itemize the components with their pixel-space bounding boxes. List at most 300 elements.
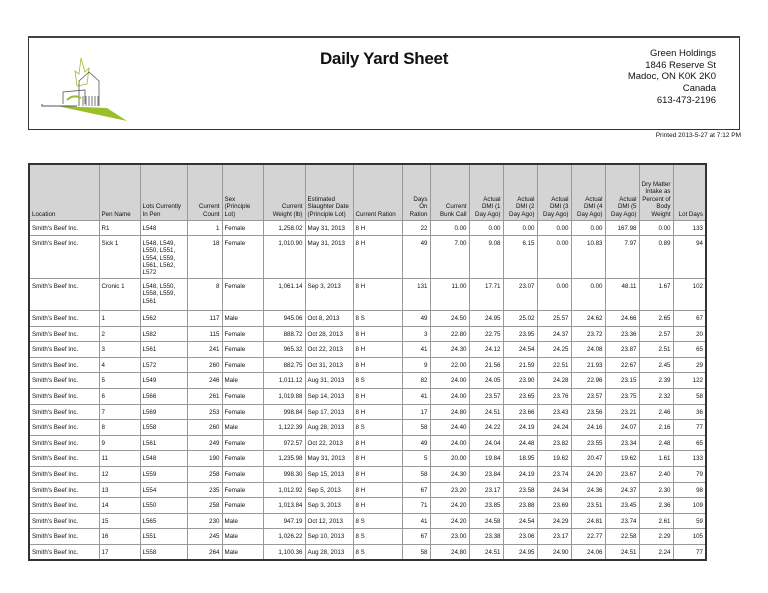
table-cell: 8 H: [353, 404, 402, 420]
table-cell: 131: [402, 279, 430, 311]
table-cell: 8 S: [353, 420, 402, 436]
table-cell: 23.56: [571, 404, 605, 420]
table-cell: May 31, 2013: [305, 451, 353, 467]
table-cell: 41: [402, 513, 430, 529]
table-cell: 24.08: [571, 342, 605, 358]
table-cell: 945.06: [263, 311, 305, 327]
table-cell: Oct 22, 2013: [305, 435, 353, 451]
table-cell: 23.57: [571, 389, 605, 405]
table-cell: 109: [673, 498, 706, 514]
table-cell: 1,019.88: [263, 389, 305, 405]
table-cell: 8: [99, 420, 140, 436]
table-cell: 24.25: [537, 342, 571, 358]
table-cell: 24.80: [430, 545, 469, 561]
table-cell: 2.36: [639, 498, 673, 514]
table-cell: 21.93: [571, 357, 605, 373]
column-header: Actual DMI (4 Day Ago): [571, 164, 605, 220]
table-cell: Sep 15, 2013: [305, 467, 353, 483]
table-cell: Female: [222, 279, 263, 311]
table-row: [29, 357, 706, 373]
table-cell: Sep 14, 2013: [305, 389, 353, 405]
table-cell: 65: [673, 435, 706, 451]
table-cell: 59: [673, 513, 706, 529]
table-cell: Oct 12, 2013: [305, 513, 353, 529]
table-cell: 22.67: [605, 357, 639, 373]
table-cell: 0.00: [537, 236, 571, 279]
table-cell: L549: [140, 373, 187, 389]
table-cell: 94: [673, 236, 706, 279]
table-cell: 24.37: [605, 482, 639, 498]
table-cell: 115: [187, 326, 222, 342]
table-cell: 19.84: [469, 451, 503, 467]
table-cell: 17: [402, 404, 430, 420]
table-cell: 102: [673, 279, 706, 311]
table-cell: Smith's Beef Inc.: [29, 451, 99, 467]
table-cell: 16: [99, 529, 140, 545]
table-cell: 24.19: [503, 420, 537, 436]
table-cell: 24.80: [430, 404, 469, 420]
column-header: Days On Ration: [402, 164, 430, 220]
table-cell: 23.57: [469, 389, 503, 405]
table-cell: 58: [402, 545, 430, 561]
table-cell: 19.62: [537, 451, 571, 467]
table-cell: 8 H: [353, 498, 402, 514]
table-cell: 1,100.36: [263, 545, 305, 561]
table-cell: 25.02: [503, 311, 537, 327]
table-cell: Oct 22, 2013: [305, 342, 353, 358]
table-row: [29, 420, 706, 436]
table-cell: Female: [222, 389, 263, 405]
table-cell: Smith's Beef Inc.: [29, 236, 99, 279]
table-cell: 24.12: [469, 342, 503, 358]
table-cell: 24.51: [469, 404, 503, 420]
table-cell: 23.45: [605, 498, 639, 514]
table-cell: Sep 3, 2013: [305, 279, 353, 311]
table-cell: Oct 8, 2013: [305, 311, 353, 327]
table-cell: 49: [402, 435, 430, 451]
table-cell: Smith's Beef Inc.: [29, 373, 99, 389]
table-cell: 23.82: [537, 435, 571, 451]
table-cell: 0.00: [639, 220, 673, 236]
table-cell: Aug 28, 2013: [305, 420, 353, 436]
table-cell: 10.83: [571, 236, 605, 279]
table-cell: Smith's Beef Inc.: [29, 357, 99, 373]
column-header: Actual DMI (2 Day Ago): [503, 164, 537, 220]
table-cell: 2.57: [639, 326, 673, 342]
table-cell: 24.95: [503, 545, 537, 561]
table-cell: 24.00: [430, 389, 469, 405]
table-cell: 0.00: [503, 220, 537, 236]
table-cell: Female: [222, 435, 263, 451]
table-cell: 23.43: [537, 404, 571, 420]
table-cell: Smith's Beef Inc.: [29, 513, 99, 529]
table-cell: 20.00: [430, 451, 469, 467]
table-row: [29, 529, 706, 545]
table-cell: 29: [673, 357, 706, 373]
table-cell: 24.16: [571, 420, 605, 436]
table-cell: 36: [673, 404, 706, 420]
table-cell: L562: [140, 311, 187, 327]
table-cell: 24.54: [503, 342, 537, 358]
table-cell: 2.48: [639, 435, 673, 451]
table-cell: 24.34: [537, 482, 571, 498]
table-cell: Smith's Beef Inc.: [29, 389, 99, 405]
table-cell: Smith's Beef Inc.: [29, 467, 99, 483]
table-cell: 67: [402, 482, 430, 498]
table-cell: 23.76: [537, 389, 571, 405]
table-cell: 0.00: [430, 220, 469, 236]
table-cell: 24.51: [469, 545, 503, 561]
table-cell: Female: [222, 467, 263, 483]
table-cell: 7.00: [430, 236, 469, 279]
table-cell: 1.61: [639, 451, 673, 467]
table-cell: 998.84: [263, 404, 305, 420]
table-cell: 24.20: [571, 467, 605, 483]
table-cell: 24.50: [430, 311, 469, 327]
report-header: [28, 36, 740, 130]
table-row: [29, 404, 706, 420]
column-header: Dry Matter Intake as Percent of Body Weight: [639, 164, 673, 220]
table-cell: 23.65: [503, 389, 537, 405]
table-row: [29, 342, 706, 358]
table-cell: 77: [673, 545, 706, 561]
table-cell: 7.97: [605, 236, 639, 279]
table-cell: 23.72: [571, 326, 605, 342]
table-cell: 245: [187, 529, 222, 545]
table-cell: 20.47: [571, 451, 605, 467]
table-cell: 3: [99, 342, 140, 358]
table-cell: 24.00: [430, 373, 469, 389]
table-cell: 167.98: [605, 220, 639, 236]
table-cell: 2.30: [639, 482, 673, 498]
table-cell: 8 H: [353, 435, 402, 451]
table-cell: 2.29: [639, 529, 673, 545]
table-cell: L558: [140, 545, 187, 561]
table-cell: 23.20: [430, 482, 469, 498]
column-header: Sex (Principle Lot): [222, 164, 263, 220]
table-cell: Smith's Beef Inc.: [29, 498, 99, 514]
table-cell: 246: [187, 373, 222, 389]
table-cell: 22.77: [571, 529, 605, 545]
table-cell: L572: [140, 357, 187, 373]
table-cell: 49: [402, 311, 430, 327]
table-cell: L582: [140, 326, 187, 342]
table-cell: Oct 31, 2013: [305, 357, 353, 373]
column-header: Current Weight (lb): [263, 164, 305, 220]
table-cell: 965.32: [263, 342, 305, 358]
table-cell: Smith's Beef Inc.: [29, 326, 99, 342]
table-cell: 882.75: [263, 357, 305, 373]
table-cell: 24.37: [537, 326, 571, 342]
table-cell: 8: [187, 279, 222, 311]
table-cell: 8 H: [353, 389, 402, 405]
table-cell: 22.58: [605, 529, 639, 545]
table-cell: 22.00: [430, 357, 469, 373]
table-cell: 24.04: [469, 435, 503, 451]
table-row: [29, 326, 706, 342]
table-cell: 1,012.92: [263, 482, 305, 498]
table-cell: 23.74: [537, 467, 571, 483]
table-cell: 67: [673, 311, 706, 327]
table-cell: 0.00: [571, 279, 605, 311]
table-cell: 22.80: [430, 326, 469, 342]
table-row: [29, 373, 706, 389]
table-cell: 24.29: [537, 513, 571, 529]
table-cell: 258: [187, 467, 222, 483]
table-cell: 8 S: [353, 513, 402, 529]
column-header: Actual DMI (3 Day Ago): [537, 164, 571, 220]
table-cell: 998.30: [263, 467, 305, 483]
table-cell: 8 S: [353, 373, 402, 389]
table-cell: Smith's Beef Inc.: [29, 404, 99, 420]
table-cell: 15: [99, 513, 140, 529]
column-header: Lots Currently In Pen: [140, 164, 187, 220]
table-cell: 24.05: [469, 373, 503, 389]
table-cell: 249: [187, 435, 222, 451]
table-cell: 2.61: [639, 513, 673, 529]
table-cell: 9: [402, 357, 430, 373]
table-cell: 22.51: [537, 357, 571, 373]
table-cell: 1,122.39: [263, 420, 305, 436]
table-cell: 22.96: [571, 373, 605, 389]
table-cell: 24.20: [430, 513, 469, 529]
table-cell: Female: [222, 451, 263, 467]
table-cell: May 31, 2013: [305, 220, 353, 236]
table-cell: 48.11: [605, 279, 639, 311]
column-header: Pen Name: [99, 164, 140, 220]
table-cell: 8 H: [353, 236, 402, 279]
table-cell: Female: [222, 357, 263, 373]
table-cell: 8 S: [353, 545, 402, 561]
table-cell: 888.72: [263, 326, 305, 342]
table-cell: 41: [402, 389, 430, 405]
table-cell: 24.19: [503, 467, 537, 483]
table-cell: 23.90: [503, 373, 537, 389]
table-cell: 2.16: [639, 420, 673, 436]
table-cell: L566: [140, 389, 187, 405]
table-cell: 13: [99, 482, 140, 498]
table-cell: 21.56: [469, 357, 503, 373]
table-cell: 8 H: [353, 357, 402, 373]
table-cell: 24.00: [430, 435, 469, 451]
table-cell: 7: [99, 404, 140, 420]
table-cell: 23.88: [503, 498, 537, 514]
table-cell: 264: [187, 545, 222, 561]
table-cell: Male: [222, 373, 263, 389]
table-cell: 23.15: [605, 373, 639, 389]
table-cell: 24.20: [430, 498, 469, 514]
table-cell: 24.95: [469, 311, 503, 327]
table-cell: Smith's Beef Inc.: [29, 220, 99, 236]
column-header: Current Count: [187, 164, 222, 220]
table-cell: 2.32: [639, 389, 673, 405]
table-cell: 6: [99, 389, 140, 405]
table-cell: 260: [187, 420, 222, 436]
table-cell: Sep 3, 2013: [305, 498, 353, 514]
table-cell: 20: [673, 326, 706, 342]
table-cell: 23.34: [605, 435, 639, 451]
table-cell: 1: [187, 220, 222, 236]
table-cell: Sep 17, 2013: [305, 404, 353, 420]
table-cell: 24.30: [430, 467, 469, 483]
table-cell: Smith's Beef Inc.: [29, 311, 99, 327]
table-cell: 23.36: [605, 326, 639, 342]
table-cell: 0.00: [469, 220, 503, 236]
table-cell: 23.06: [503, 529, 537, 545]
table-cell: 24.40: [430, 420, 469, 436]
table-cell: Smith's Beef Inc.: [29, 529, 99, 545]
table-cell: Smith's Beef Inc.: [29, 545, 99, 561]
table-cell: 25.57: [537, 311, 571, 327]
column-header: Actual DMI (1 Day Ago): [469, 164, 503, 220]
table-cell: 1,235.98: [263, 451, 305, 467]
table-cell: 2.51: [639, 342, 673, 358]
table-cell: 1,011.12: [263, 373, 305, 389]
table-cell: 24.62: [571, 311, 605, 327]
table-cell: Sick 1: [99, 236, 140, 279]
table-cell: 23.75: [605, 389, 639, 405]
table-cell: 8 H: [353, 220, 402, 236]
table-cell: L548, L549, L550, L551, L554, L559, L561, L562, L572: [140, 236, 187, 279]
table-cell: 18.95: [503, 451, 537, 467]
table-cell: 24.81: [571, 513, 605, 529]
table-cell: 23.17: [537, 529, 571, 545]
table-cell: 2.39: [639, 373, 673, 389]
table-cell: 2: [99, 326, 140, 342]
table-cell: Cronic 1: [99, 279, 140, 311]
table-cell: L550: [140, 498, 187, 514]
table-cell: 82: [402, 373, 430, 389]
table-cell: 23.38: [469, 529, 503, 545]
table-cell: 3: [402, 326, 430, 342]
table-cell: 23.21: [605, 404, 639, 420]
table-cell: 8 H: [353, 482, 402, 498]
table-cell: 1,026.22: [263, 529, 305, 545]
table-cell: 58: [402, 420, 430, 436]
table-row: [29, 513, 706, 529]
table-cell: 6.15: [503, 236, 537, 279]
table-cell: 8 H: [353, 342, 402, 358]
table-row: [29, 451, 706, 467]
table-cell: 2.45: [639, 357, 673, 373]
table-row: [29, 498, 706, 514]
table-row: [29, 311, 706, 327]
table-cell: Oct 28, 2013: [305, 326, 353, 342]
table-cell: L565: [140, 513, 187, 529]
table-cell: Female: [222, 236, 263, 279]
table-cell: 1,013.84: [263, 498, 305, 514]
table-cell: 24.58: [469, 513, 503, 529]
table-cell: Sep 10, 2013: [305, 529, 353, 545]
table-cell: 23.58: [503, 482, 537, 498]
table-cell: 24.30: [430, 342, 469, 358]
table-cell: 49: [402, 236, 430, 279]
table-cell: 24.90: [537, 545, 571, 561]
table-cell: Female: [222, 482, 263, 498]
table-cell: 261: [187, 389, 222, 405]
table-cell: L554: [140, 482, 187, 498]
table-cell: 190: [187, 451, 222, 467]
table-cell: 23.17: [469, 482, 503, 498]
table-cell: 2.65: [639, 311, 673, 327]
table-cell: 1,258.02: [263, 220, 305, 236]
table-cell: 23.51: [571, 498, 605, 514]
table-cell: Female: [222, 404, 263, 420]
table-cell: 8 S: [353, 529, 402, 545]
table-cell: Smith's Beef Inc.: [29, 482, 99, 498]
table-cell: L551: [140, 529, 187, 545]
table-cell: 133: [673, 451, 706, 467]
table-cell: 41: [402, 342, 430, 358]
table-cell: 1,061.14: [263, 279, 305, 311]
table-cell: 8 H: [353, 467, 402, 483]
table-row: [29, 435, 706, 451]
table-row: [29, 389, 706, 405]
table-cell: L548: [140, 220, 187, 236]
table-cell: L561: [140, 342, 187, 358]
table-cell: 253: [187, 404, 222, 420]
table-cell: Female: [222, 498, 263, 514]
table-cell: 24.07: [605, 420, 639, 436]
table-cell: Male: [222, 311, 263, 327]
table-cell: Male: [222, 513, 263, 529]
table-cell: Aug 28, 2013: [305, 545, 353, 561]
table-cell: 24.24: [537, 420, 571, 436]
table-cell: 0.00: [537, 220, 571, 236]
table-cell: L558: [140, 420, 187, 436]
table-row: [29, 482, 706, 498]
table-cell: 18: [187, 236, 222, 279]
table-cell: L561: [140, 435, 187, 451]
column-header: Estimated Slaughter Date (Principle Lot): [305, 164, 353, 220]
table-cell: 122: [673, 373, 706, 389]
table-cell: 1: [99, 311, 140, 327]
table-cell: Male: [222, 420, 263, 436]
table-cell: 1,010.90: [263, 236, 305, 279]
table-cell: 0.00: [537, 279, 571, 311]
table-cell: L548, L550, L558, L559, L561: [140, 279, 187, 311]
table-cell: 77: [673, 420, 706, 436]
table-cell: R1: [99, 220, 140, 236]
table-cell: 9: [99, 435, 140, 451]
table-cell: Smith's Beef Inc.: [29, 420, 99, 436]
company-city: Madoc, ON K0K 2K0: [627, 71, 716, 83]
page-title: Daily Yard Sheet: [319, 49, 449, 68]
table-cell: 235: [187, 482, 222, 498]
table-cell: 24.22: [469, 420, 503, 436]
table-cell: 24.51: [605, 545, 639, 561]
table-cell: 23.66: [503, 404, 537, 420]
table-cell: 8 H: [353, 279, 402, 311]
table-cell: Female: [222, 342, 263, 358]
table-cell: Aug 31, 2013: [305, 373, 353, 389]
column-header: Actual DMI (5 Day Ago): [605, 164, 639, 220]
table-cell: Male: [222, 529, 263, 545]
table-cell: 0.89: [639, 236, 673, 279]
table-cell: 14: [99, 498, 140, 514]
table-cell: 8 H: [353, 326, 402, 342]
table-cell: Sep 5, 2013: [305, 482, 353, 498]
table-cell: 24.66: [605, 311, 639, 327]
table-cell: 24.48: [503, 435, 537, 451]
table-cell: 58: [402, 467, 430, 483]
table-cell: 2.46: [639, 404, 673, 420]
column-header: Current Ration: [353, 164, 402, 220]
table-cell: Female: [222, 220, 263, 236]
printed-timestamp: Printed 2013-5-27 at 7:12 PM: [655, 132, 741, 139]
table-row: [29, 467, 706, 483]
company-address: [628, 48, 716, 107]
